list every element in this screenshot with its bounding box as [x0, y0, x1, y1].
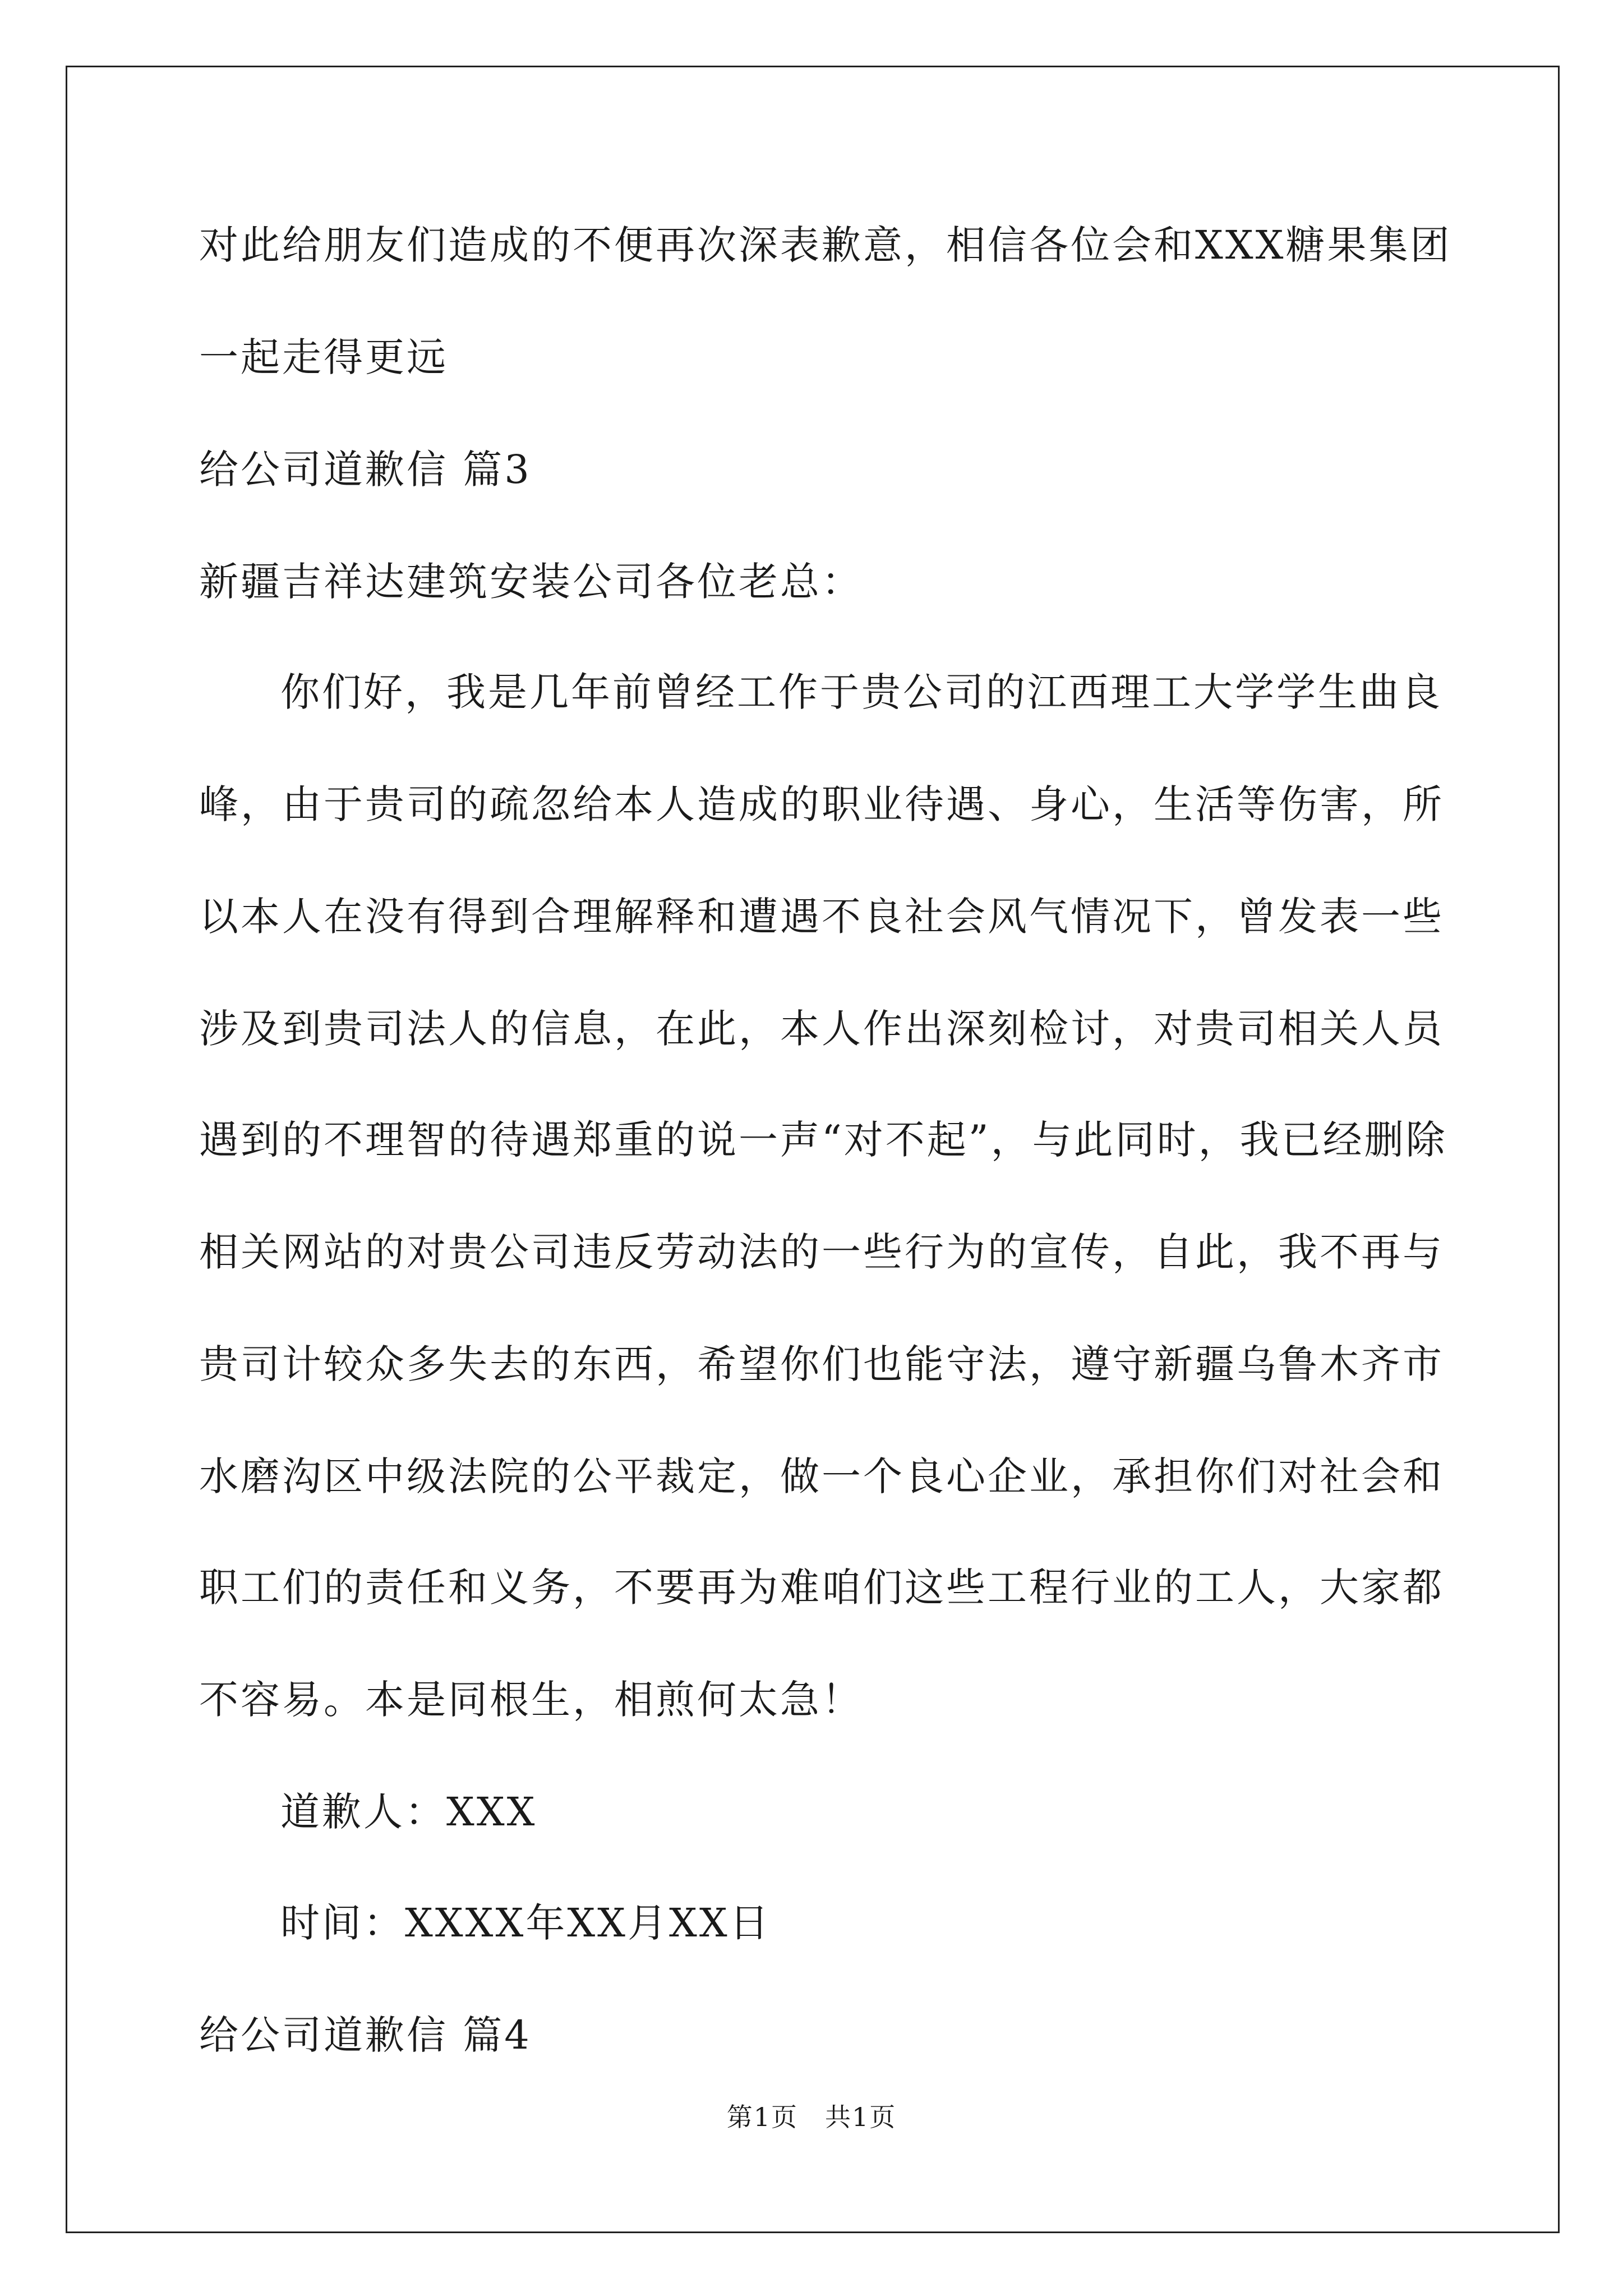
signature-line: 道歉人：XXX: [280, 1789, 537, 1835]
text-line: 相关网站的对贵公司违反劳动法的一些行为的宣传，自此，我不再与: [199, 1229, 1444, 1275]
text-line: 贵司计较众多失去的东西，希望你们也能守法，遵守新疆乌鲁木齐市: [199, 1341, 1444, 1387]
section-heading: 给公司道歉信 篇4: [199, 2012, 532, 2058]
text-line: 以本人在没有得到合理解释和遭遇不良社会风气情况下，曾发表一些: [199, 894, 1444, 940]
page-footer: 第1页 共1页: [726, 2102, 897, 2132]
date-line: 时间：XXXX年XX月XX日: [280, 1900, 771, 1946]
text-line: 遇到的不理智的待遇郑重的说一声“对不起”，与此同时，我已经删除: [199, 1117, 1447, 1163]
text-line: 你们好，我是几年前曾经工作于贵公司的江西理工大学学生曲良: [280, 669, 1442, 715]
text-line: 职工们的责任和义务，不要再为难咱们这些工程行业的工人，大家都: [199, 1565, 1444, 1611]
text-line: 水磨沟区中级法院的公平裁定，做一个良心企业，承担你们对社会和: [199, 1453, 1444, 1499]
text-line: 对此给朋友们造成的不便再次深表歉意，相信各位会和XXX糖果集团: [199, 222, 1452, 268]
text-line: 涉及到贵司法人的信息，在此，本人作出深刻检讨，对贵司相关人员: [199, 1006, 1444, 1052]
salutation: 新疆吉祥达建筑安装公司各位老总：: [199, 559, 863, 605]
section-heading: 给公司道歉信 篇3: [199, 447, 532, 493]
text-line: 峰，由于贵司的疏忽给本人造成的职业待遇、身心，生活等伤害，所: [199, 781, 1444, 827]
text-line: 一起走得更远: [199, 334, 448, 380]
text-line: 不容易。本是同根生，相煎何太急！: [199, 1677, 863, 1723]
